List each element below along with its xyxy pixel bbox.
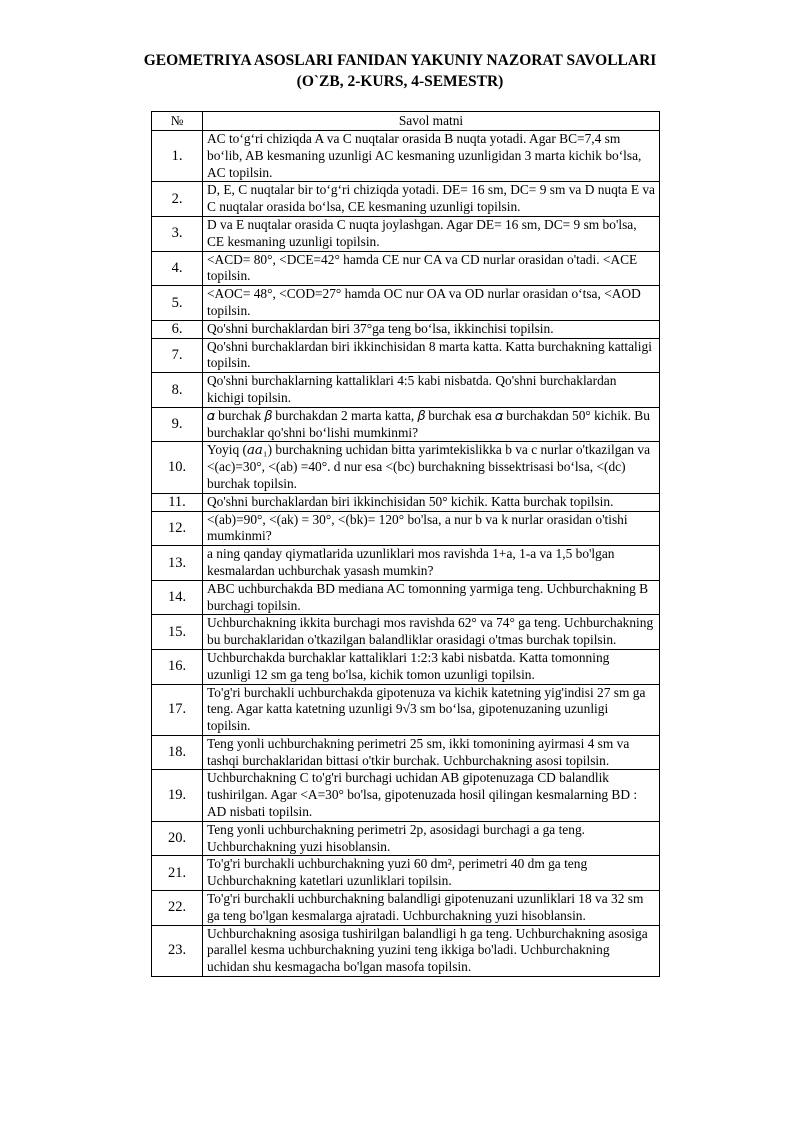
table-row <box>152 735 660 770</box>
table-row <box>152 442 660 493</box>
question-text: To'g'ri burchakli uchburchakning yuzi 60 dm², perimetri 40 dm ga teng Uchburchakning katetlari uzunliklari topilsin. <box>203 856 660 891</box>
question-number: 16. <box>152 649 203 684</box>
table-row <box>152 891 660 926</box>
question-text: <ACD= 80°, <DCE=42° hamda CE nur CA va CD nurlar orasidan o'tadi. <ACE topilsin. <box>203 251 660 286</box>
question-number: 20. <box>152 821 203 856</box>
question-text: Qo'shni burchaklardan biri ikkinchisidan 50° kichik. Katta burchak topilsin. <box>203 493 660 511</box>
question-number: 11. <box>152 493 203 511</box>
question-number: 10. <box>152 442 203 493</box>
question-text: Qo'shni burchaklarning kattaliklari 4:5 kabi nisbatda. Qo'shni burchaklardan kichigi topilsin. <box>203 373 660 408</box>
table-row <box>152 649 660 684</box>
question-text: Teng yonli uchburchakning perimetri 25 sm, ikki tomonining ayirmasi 4 sm va tashqi burchaklaridan bittasi o'tkir burchak. Uchburchakning asosi topilsin. <box>203 735 660 770</box>
question-number: 3. <box>152 216 203 251</box>
question-number: 18. <box>152 735 203 770</box>
table-row <box>152 856 660 891</box>
question-text: ABC uchburchakda BD mediana AC tomonning yarmiga teng. Uchburchakning B burchagi topilsin. <box>203 580 660 615</box>
question-number: 8. <box>152 373 203 408</box>
question-text: Qo'shni burchaklardan biri ikkinchisidan 8 marta katta. Katta burchakning kattaligi topilsin. <box>203 338 660 373</box>
title-line-2: (O`ZB, 2-KURS, 4-SEMESTR) <box>296 73 504 90</box>
table-row <box>152 182 660 217</box>
question-number: 22. <box>152 891 203 926</box>
table-row <box>152 216 660 251</box>
table-row <box>152 338 660 373</box>
question-text: <AOC= 48°, <COD=27° hamda OC nur OA va OD nurlar orasidan o‘tsa, <AOD topilsin. <box>203 286 660 321</box>
question-number: 14. <box>152 580 203 615</box>
table-row <box>152 407 660 442</box>
table-row <box>152 373 660 408</box>
questions-table <box>151 111 660 977</box>
question-number: 9. <box>152 407 203 442</box>
table-row <box>152 821 660 856</box>
table-row <box>152 320 660 338</box>
question-text: Uchburchakning asosiga tushirilgan balandligi h ga teng. Uchburchakning asosiga parallel kesma uchburchakning yuzini teng ikkiga bo'ladi. Uchburchakning uchidan shu kesmagacha bo'lgan masofa topilsin. <box>203 925 660 976</box>
question-text: Qo'shni burchaklardan biri 37°ga teng bo‘lsa, ikkinchisi topilsin. <box>203 320 660 338</box>
table-row <box>152 925 660 976</box>
table-header-row <box>152 112 660 131</box>
question-number: 21. <box>152 856 203 891</box>
question-text: Yoyiq (𝑎𝑎₁) burchakning uchidan bitta yarimtekislikka b va c nurlar o'tkazilgan va <(ac)=30°, <(ab) =40°. d nur esa <(bc) burchakning bissektrisasi bo‘lsa, <(dc) burchak topilsin. <box>203 442 660 493</box>
question-number: 23. <box>152 925 203 976</box>
table-row <box>152 546 660 581</box>
page-title <box>0 50 800 92</box>
header-question-text: Savol matni <box>203 112 660 131</box>
question-text: a ning qanday qiymatlarida uzunliklari mos ravishda 1+a, 1-a va 1,5 bo'lgan kesmalardan uchburchak yasash mumkin? <box>203 546 660 581</box>
question-text: 𝛼 burchak 𝛽 burchakdan 2 marta katta, 𝛽 burchak esa 𝛼 burchakdan 50° kichik. Bu burchaklar qo'shni bo‘lishi mumkinmi? <box>203 407 660 442</box>
table-row <box>152 615 660 650</box>
question-number: 19. <box>152 770 203 821</box>
question-text: To'g'ri burchakli uchburchakda gipotenuza va kichik katetning yig'indisi 27 sm ga teng. Agar katta katetning uzunligi 9√3 sm bo‘lsa, gipotenuzaning uzunligi topilsin. <box>203 684 660 735</box>
question-text: To'g'ri burchakli uchburchakning balandligi gipotenuzani uzunliklari 18 va 32 sm ga teng bo'lgan kesmalarga ajratadi. Uchburchakning yuzi hisoblansin. <box>203 891 660 926</box>
table-body <box>152 131 660 977</box>
table-row <box>152 684 660 735</box>
question-text: D, E, C nuqtalar bir to‘g‘ri chiziqda yotadi. DE= 16 sm, DC= 9 sm va D nuqta E va C nuqtalar orasida bo‘lsa, CE kesmaning uzunligi topilsin. <box>203 182 660 217</box>
question-number: 4. <box>152 251 203 286</box>
question-text: Uchburchakning ikkita burchagi mos ravishda 62° va 74° ga teng. Uchburchakning bu burchaklaridan o'tkazilgan balandliklar orasidagi o'tmas burchak topilsin. <box>203 615 660 650</box>
question-number: 13. <box>152 546 203 581</box>
question-number: 1. <box>152 131 203 182</box>
table-row <box>152 493 660 511</box>
question-number: 7. <box>152 338 203 373</box>
question-text: Teng yonli uchburchakning perimetri 2p, asosidagi burchagi a ga teng. Uchburchakning yuzi hisoblansin. <box>203 821 660 856</box>
title-line-1: GEOMETRIYA ASOSLARI FANIDAN YAKUNIY NAZORAT SAVOLLARI <box>143 52 657 69</box>
question-number: 15. <box>152 615 203 650</box>
table-row <box>152 770 660 821</box>
question-text: AC to‘g‘ri chiziqda A va C nuqtalar orasida B nuqta yotadi. Agar BC=7,4 sm bo‘lib, AB kesmaning uzunligi AC kesmaning uzunligidan 3 marta kichik bo‘lsa, AC topilsin. <box>203 131 660 182</box>
question-number: 17. <box>152 684 203 735</box>
question-number: 5. <box>152 286 203 321</box>
question-text: Uchburchakda burchaklar kattaliklari 1:2:3 kabi nisbatda. Katta tomonning uzunligi 12 sm ga teng bo'lsa, kichik tomon uzunligi topilsin. <box>203 649 660 684</box>
table-row <box>152 251 660 286</box>
header-number: № <box>152 112 203 131</box>
question-number: 6. <box>152 320 203 338</box>
question-number: 12. <box>152 511 203 546</box>
table-row <box>152 580 660 615</box>
question-text: <(ab)=90°, <(ak) = 30°, <(bk)= 120° bo'lsa, a nur b va k nurlar orasidan o'tishi mumkinmi? <box>203 511 660 546</box>
table-row <box>152 286 660 321</box>
table-row <box>152 131 660 182</box>
question-number: 2. <box>152 182 203 217</box>
question-text: D va E nuqtalar orasida C nuqta joylashgan. Agar DE= 16 sm, DC= 9 sm bo'lsa, CE kesmaning uzunligi topilsin. <box>203 216 660 251</box>
table-row <box>152 511 660 546</box>
question-text: Uchburchakning C to'g'ri burchagi uchidan AB gipotenuzaga CD balandlik tushirilgan. Agar <A=30° bo'lsa, gipotenuzada hosil qilingan kesmalarning BD : AD nisbati topilsin. <box>203 770 660 821</box>
